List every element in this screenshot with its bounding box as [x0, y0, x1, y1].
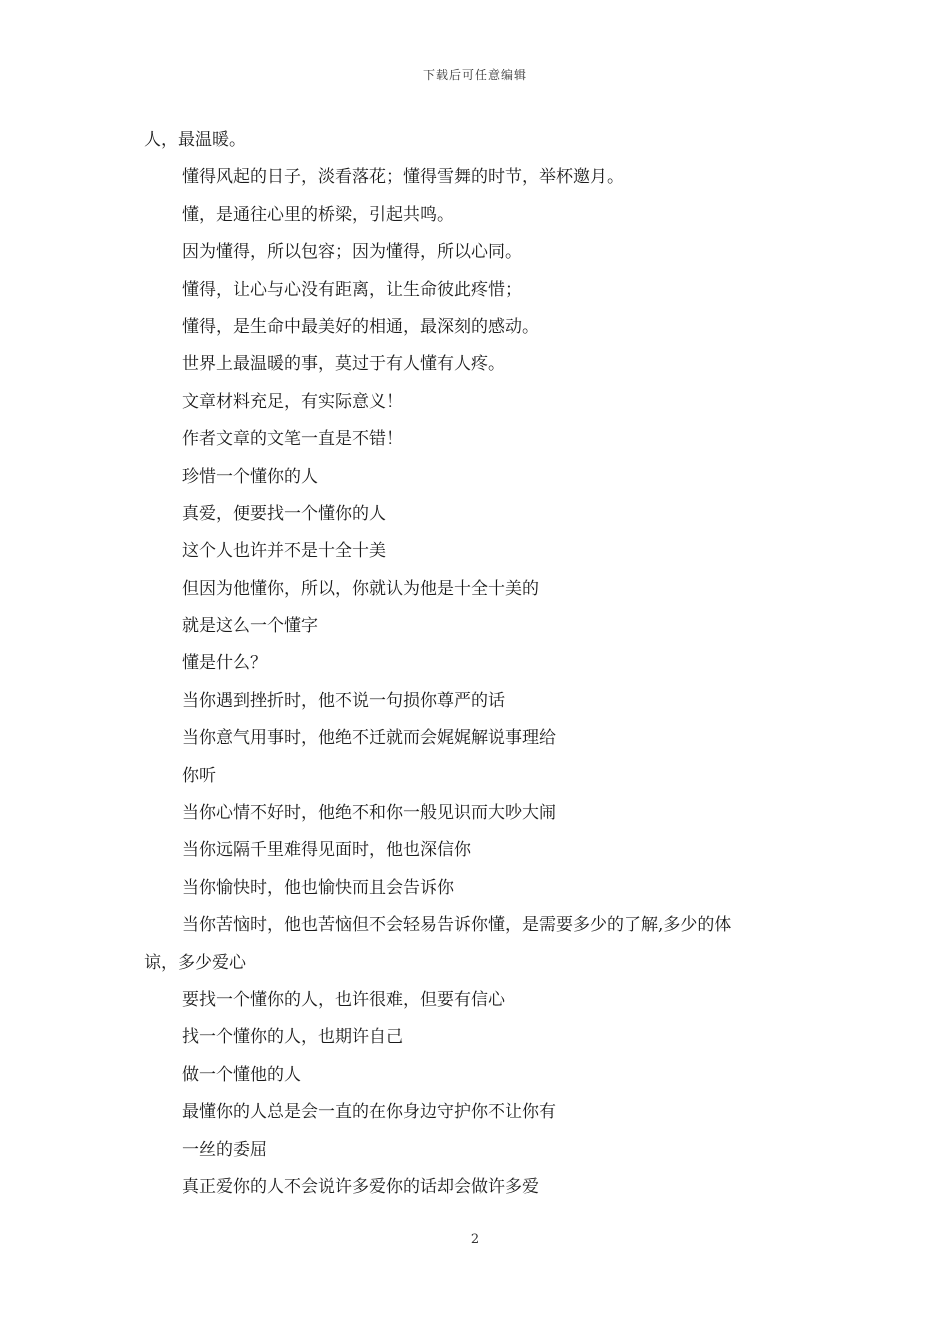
text-line: 懂得风起的日子，淡看落花；懂得雪舞的时节，举杯邀月。	[182, 167, 624, 188]
text-line: 当你意气用事时，他绝不迁就而会娓娓解说事理给	[182, 728, 556, 749]
text-line: 世界上最温暖的事，莫过于有人懂有人疼。	[182, 354, 505, 375]
text-line: 当你愉快时，他也愉快而且会告诉你	[182, 877, 454, 898]
text-line: 珍惜一个懂你的人	[182, 466, 318, 487]
page-header: 下载后可任意编辑	[422, 68, 527, 82]
text-line: 就是这么一个懂字	[182, 616, 318, 637]
text-line: 懂得，是生命中最美好的相通，最深刻的感动。	[182, 316, 539, 337]
text-line: 文章材料充足，有实际意义！	[182, 391, 403, 412]
text-line: 要找一个懂你的人，也许很难，但要有信心	[182, 989, 505, 1010]
text-line: 当你遇到挫折时，他不说一句损你尊严的话	[182, 690, 505, 711]
text-line: 当你苦恼时，他也苦恼但不会轻易告诉你懂，是需要多少的了解,多少的体	[182, 915, 732, 936]
page-number: 2	[470, 1232, 480, 1247]
text-line: 你听	[182, 765, 216, 786]
text-line: 懂得，让心与心没有距离，让生命彼此疼惜；	[182, 279, 522, 300]
text-line: 但因为他懂你，所以，你就认为他是十全十美的	[182, 578, 539, 599]
text-line: 当你心情不好时，他绝不和你一般见识而大吵大闹	[182, 803, 556, 824]
text-line: 作者文章的文笔一直是不错！	[182, 429, 403, 450]
text-line: 做一个懂他的人	[182, 1064, 301, 1085]
text-line: 这个人也许并不是十全十美	[182, 541, 386, 562]
text-line: 找一个懂你的人，也期许自己	[182, 1027, 403, 1048]
text-line: 最懂你的人总是会一直的在你身边守护你不让你有	[182, 1102, 556, 1123]
text-line: 懂是什么？	[182, 653, 267, 674]
text-line: 因为懂得，所以包容；因为懂得，所以心同。	[182, 242, 522, 263]
text-line: 一丝的委屈	[182, 1139, 267, 1160]
document-body	[144, 122, 824, 1206]
text-line: 懂，是通往心里的桥梁，引起共鸣。	[182, 204, 454, 225]
text-line: 谅，多少爱心	[144, 952, 246, 973]
text-line: 真爱，便要找一个懂你的人	[182, 503, 386, 524]
text-line: 当你远隔千里难得见面时，他也深信你	[182, 840, 471, 861]
text-line: 人，最温暖。	[144, 130, 246, 150]
text-line: 真正爱你的人不会说许多爱你的话却会做许多爱	[182, 1176, 539, 1197]
